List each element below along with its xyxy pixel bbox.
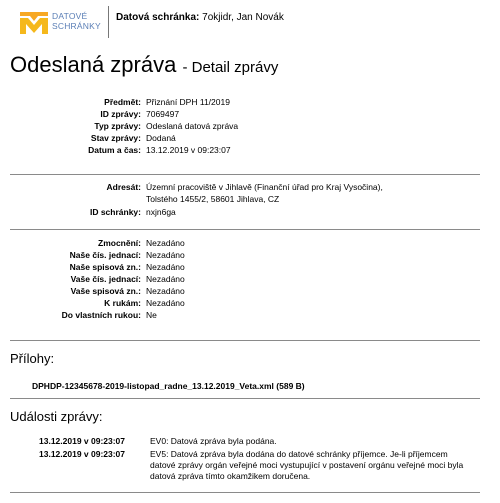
reference-value: Nezadáno bbox=[146, 298, 185, 308]
detail-value: Dodaná bbox=[146, 133, 176, 143]
recipient-label: Adresát: bbox=[106, 182, 141, 192]
box-id-label: ID schránky: bbox=[89, 207, 141, 217]
reference-label: Vaše čís. jednací: bbox=[70, 274, 141, 284]
events-heading: Události zprávy: bbox=[10, 409, 103, 424]
recipient-value-line2: Tolstého 1455/2, 58601 Jihlava, CZ bbox=[146, 194, 280, 204]
attachment-link[interactable]: DPHDP-12345678-2019-listopad_radne_13.12.2019_Veta.xml (589 B) bbox=[32, 381, 305, 391]
detail-label: Typ zprávy: bbox=[94, 121, 141, 131]
reference-label: K rukám: bbox=[104, 298, 141, 308]
data-box-label: Datová schránka: bbox=[116, 12, 200, 23]
header-divider bbox=[108, 6, 109, 38]
divider bbox=[10, 174, 480, 175]
logo-line-1: DATOVÉ bbox=[52, 11, 88, 21]
detail-value: Odeslaná datová zpráva bbox=[146, 121, 239, 131]
data-box-info bbox=[116, 12, 284, 23]
logo-text bbox=[52, 11, 101, 31]
reference-value: Nezadáno bbox=[146, 262, 185, 272]
detail-label: Předmět: bbox=[104, 97, 141, 107]
reference-value: Nezadáno bbox=[146, 274, 185, 284]
detail-label: Stav zprávy: bbox=[90, 133, 141, 143]
attachments-heading: Přílohy: bbox=[10, 351, 55, 366]
header bbox=[0, 0, 500, 44]
recipient-value-line1: Územní pracoviště v Jihlavě (Finanční úřad pro Kraj Vysočina), bbox=[146, 182, 383, 192]
reference-label: Vaše spisová zn.: bbox=[70, 286, 141, 296]
reference-label: Zmocnění: bbox=[98, 238, 141, 248]
logo-line-2: SCHRÁNKY bbox=[52, 21, 101, 31]
detail-value: Přiznání DPH 11/2019 bbox=[146, 97, 230, 107]
event-text: EV5: Datová zpráva byla dodána do datové schránky příjemce. Je-li příjemcem datové zprávy orgán veřejné moci vystupující v postavení orgánu veřejné moci byla datová zpráva tímto okamžikem doručena. bbox=[150, 449, 464, 481]
box-id-value: nxjn6ga bbox=[146, 207, 176, 217]
page-title-sub: - Detail zprávy bbox=[182, 59, 279, 76]
divider bbox=[10, 398, 480, 399]
logo-mark-icon bbox=[20, 12, 48, 34]
reference-value: Ne bbox=[146, 310, 157, 320]
divider bbox=[10, 340, 480, 341]
event-text: EV0: Datová zpráva byla podána. bbox=[150, 436, 277, 446]
reference-label: Naše čís. jednací: bbox=[69, 250, 141, 260]
page-title bbox=[10, 52, 278, 81]
divider bbox=[10, 229, 480, 230]
reference-label: Do vlastních rukou: bbox=[61, 310, 141, 320]
detail-label: ID zprávy: bbox=[100, 109, 141, 119]
datove-schranky-logo bbox=[20, 11, 112, 39]
reference-value: Nezadáno bbox=[146, 238, 185, 248]
detail-value: 13.12.2019 v 09:23:07 bbox=[146, 145, 231, 155]
detail-label: Datum a čas: bbox=[88, 145, 141, 155]
reference-label: Naše spisová zn.: bbox=[69, 262, 141, 272]
divider bbox=[10, 492, 480, 493]
reference-value: Nezadáno bbox=[146, 250, 185, 260]
detail-value: 7069497 bbox=[146, 109, 180, 119]
data-box-value: 7okjidr, Jan Novák bbox=[202, 12, 284, 23]
reference-value: Nezadáno bbox=[146, 286, 185, 296]
page-title-main: Odeslaná zpráva bbox=[10, 52, 177, 77]
event-date: 13.12.2019 v 09:23:07 bbox=[39, 449, 126, 459]
event-date: 13.12.2019 v 09:23:07 bbox=[39, 436, 126, 446]
